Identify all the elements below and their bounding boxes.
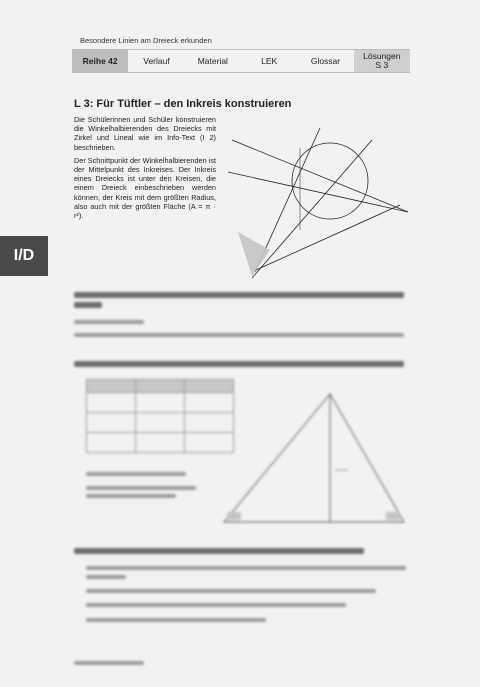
nav-glossar[interactable]: Glossar bbox=[310, 56, 341, 66]
nav-verlauf[interactable]: Verlauf bbox=[143, 56, 170, 66]
nav-material[interactable]: Material bbox=[197, 56, 228, 66]
nav-page-label: S 3 bbox=[375, 60, 389, 70]
section-tab: I/D bbox=[0, 236, 48, 276]
l3-heading: L 3: Für Tüftler – den Inkreis konstruieren bbox=[74, 98, 292, 110]
nav-loesungen-label: Lösungen bbox=[363, 51, 401, 61]
nav-lek[interactable]: LEK bbox=[261, 56, 278, 66]
nav-reihe[interactable]: Reihe 42 bbox=[72, 50, 128, 72]
l3-paragraph-2: Der Schnittpunkt der Winkelhalbierenden ist der Mittelpunkt des Inkreises. Der Inkreis eines Dreiecks ist unter den Kreisen, die einem Dreieck einbeschrieben werden können, der Kreis mit dem größten Radius, also auch mit der größten Fläche (A = π · r²). bbox=[74, 155, 216, 221]
page-header-title: Besondere Linien am Dreieck erkunden bbox=[80, 36, 212, 45]
l3-paragraph-1: Die Schülerinnen und Schüler konstruieren die Winkelhalbierenden des Dreiecks mit Zirkel und Lineal wie im Info-Text (I 2) beschrieben. bbox=[74, 115, 216, 152]
